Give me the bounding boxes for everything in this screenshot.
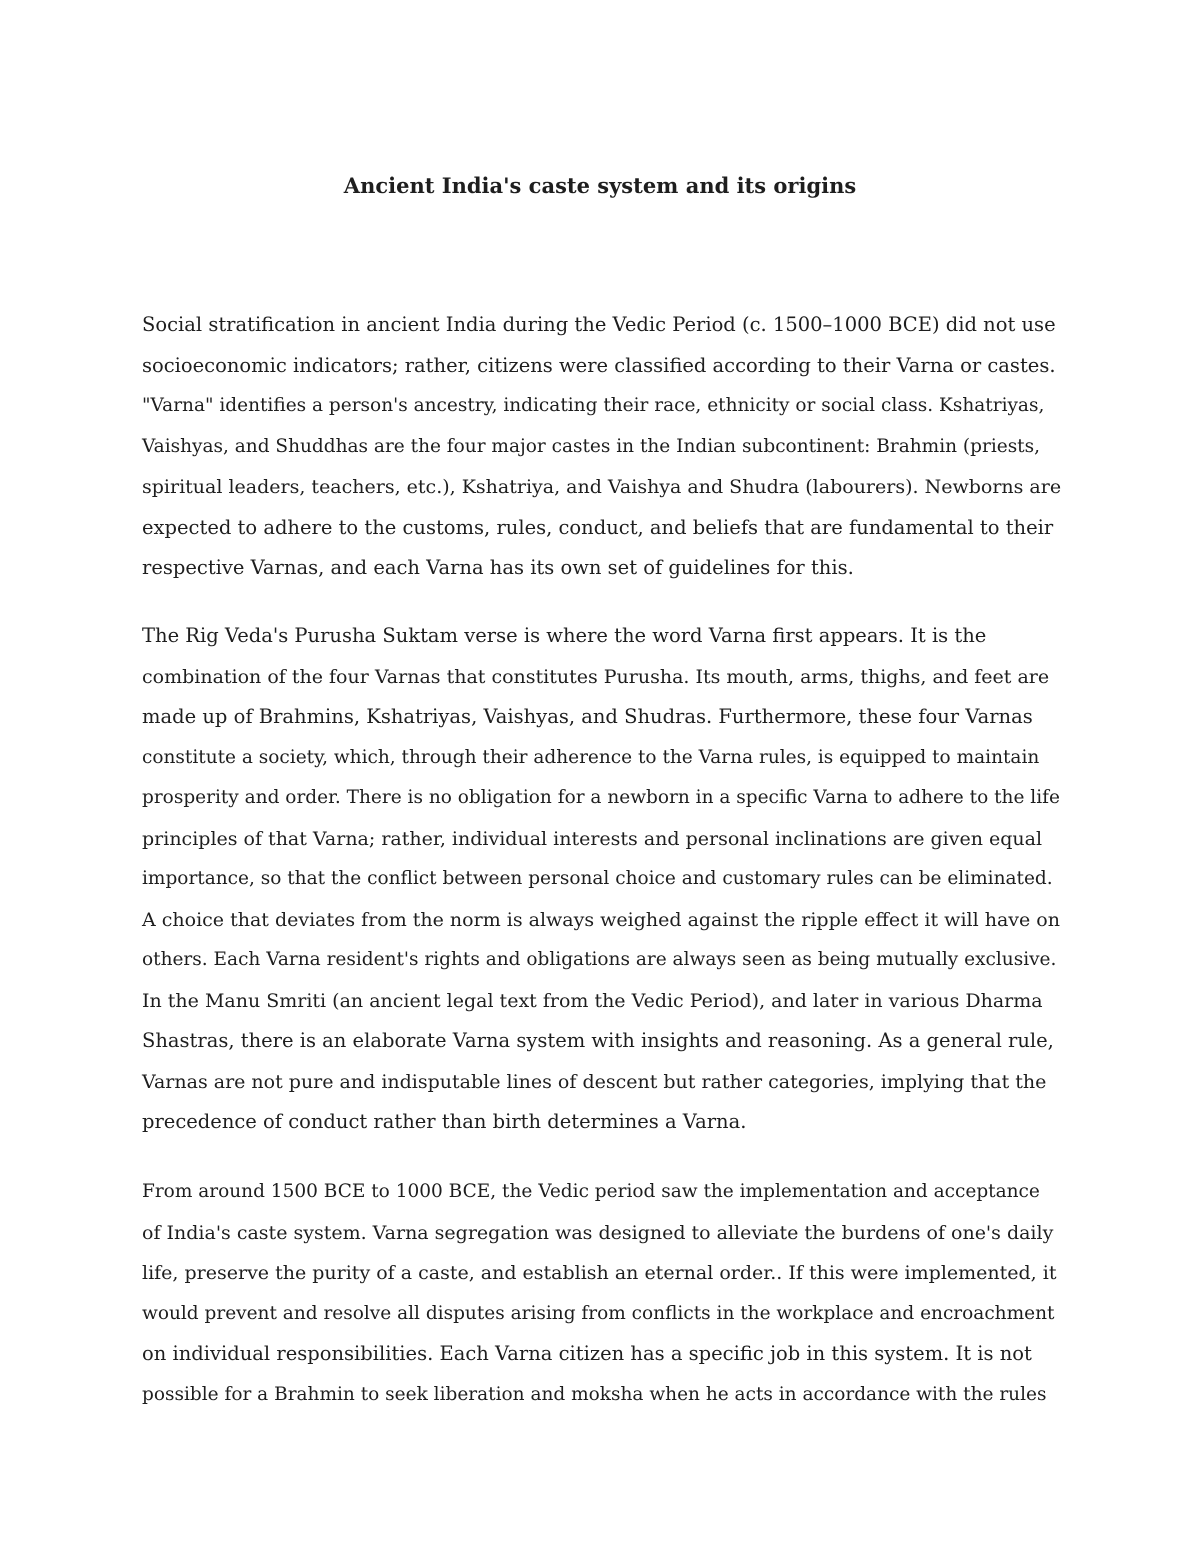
document-title: Ancient India's caste system and its origins xyxy=(343,173,857,198)
paragraph-line: respective Varnas, and each Varna has its own set of guidelines for this. xyxy=(142,556,854,579)
paragraph-line: socioeconomic indicators; rather, citizens were classified according to their Varna or castes. xyxy=(142,353,1056,377)
paragraph-1 xyxy=(142,305,1062,589)
paragraph-line: In the Manu Smriti (an ancient legal text from the Vedic Period), and later in various Dharma xyxy=(142,989,1043,1012)
paragraph-line: made up of Brahmins, Kshatriyas, Vaishyas, and Shudras. Furthermore, these four Varnas xyxy=(142,705,1033,728)
paragraph-line: would prevent and resolve all disputes arising from conflicts in the workplace and encroachment xyxy=(142,1302,1055,1324)
paragraph-line: "Varna" identifies a person's ancestry, indicating their race, ethnicity or social class. Kshatriyas, xyxy=(142,395,1045,416)
paragraph-line: combination of the four Varnas that constitutes Purusha. Its mouth, arms, thighs, and feet are xyxy=(142,665,1050,688)
paragraph-3 xyxy=(142,1172,1062,1415)
paragraph-line: The Rig Veda's Purusha Suktam verse is where the word Varna first appears. It is the xyxy=(142,624,987,647)
paragraph-line: principles of that Varna; rather, individual interests and personal inclinations are given equal xyxy=(142,827,1043,850)
paragraph-line: others. Each Varna resident's rights and obligations are always seen as being mutually exclusive. xyxy=(142,949,1057,970)
paragraph-line: A choice that deviates from the norm is always weighed against the ripple effect it will have on xyxy=(142,908,1060,931)
paragraph-line: Shastras, there is an elaborate Varna system with insights and reasoning. As a general rule, xyxy=(142,1029,1054,1052)
paragraph-line: prosperity and order. There is no obligation for a newborn in a specific Varna to adhere to the life xyxy=(142,787,1060,808)
paragraph-line: expected to adhere to the customs, rules, conduct, and beliefs that are fundamental to their xyxy=(142,515,1054,539)
paragraph-line: of India's caste system. Varna segregation was designed to alleviate the burdens of one's daily xyxy=(142,1221,1054,1244)
paragraph-line: importance, so that the conflict between personal choice and customary rules can be eliminated. xyxy=(142,868,1053,889)
paragraph-line: From around 1500 BCE to 1000 BCE, the Vedic period saw the implementation and acceptance xyxy=(142,1181,1040,1202)
paragraph-2 xyxy=(142,616,1062,1143)
paragraph-line: spiritual leaders, teachers, etc.), Kshatriya, and Vaishya and Shudra (labourers). Newborns are xyxy=(142,476,1062,498)
paragraph-line: constitute a society, which, through their adherence to the Varna rules, is equipped to maintain xyxy=(142,746,1040,768)
paragraph-line: Vaishyas, and Shuddhas are the four major castes in the Indian subcontinent: Brahmin (priests, xyxy=(142,435,1040,457)
paragraph-line: precedence of conduct rather than birth determines a Varna. xyxy=(142,1110,747,1133)
paragraph-line: Varnas are not pure and indisputable lines of descent but rather categories, implying that the xyxy=(142,1070,1047,1093)
paragraph-line: on individual responsibilities. Each Varna citizen has a specific job in this system. It is not xyxy=(142,1342,1032,1365)
paragraph-line: life, preserve the purity of a caste, and establish an eternal order.. If this were implemented, it xyxy=(142,1262,1057,1284)
paragraph-line: Social stratification in ancient India during the Vedic Period (c. 1500–1000 BCE) did not use xyxy=(142,313,1056,336)
paragraph-line: possible for a Brahmin to seek liberation and moksha when he acts in accordance with the rules xyxy=(142,1383,1047,1405)
